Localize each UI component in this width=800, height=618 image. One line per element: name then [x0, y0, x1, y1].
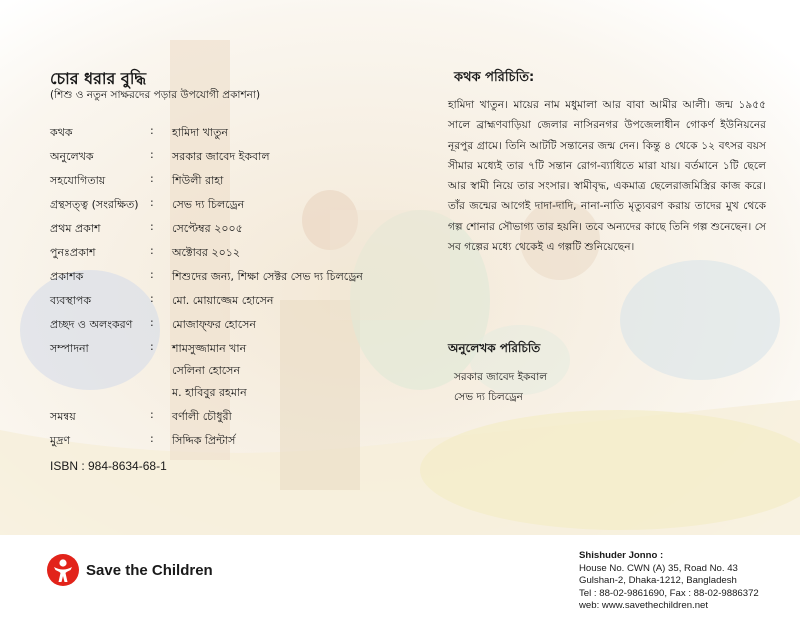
- credit-colon: :: [150, 196, 154, 209]
- book-subtitle: (শিশু ও নতুন সাক্ষরদের পড়ার উপযোগী প্রকাশনা): [50, 89, 261, 101]
- logo-text: Save the Children: [86, 561, 213, 579]
- contact-address: [579, 550, 759, 613]
- address-line: Tel : 88-02-9861690, Fax : 88-02-9886372: [579, 587, 759, 599]
- narrator-heading: কথক পরিচিতি:: [454, 70, 535, 85]
- credit-value: শিশুদের জন্য, শিক্ষা সেক্টর সেভ দ্য চিলড্রেন: [172, 270, 363, 283]
- credit-colon: :: [150, 408, 154, 421]
- credit-label: প্রচ্ছদ ও অলংকরণ: [50, 318, 133, 331]
- credit-colon: :: [150, 220, 154, 233]
- credit-value: শামসুজ্জামান খান: [172, 342, 247, 355]
- credit-row: [50, 196, 430, 213]
- credit-row: [50, 148, 430, 165]
- credit-value: সরকার জাবেদ ইকবাল: [172, 150, 270, 163]
- credit-value: সিদ্দিক প্রিন্টার্স: [172, 434, 236, 447]
- credit-value: মো. মোয়াজ্জেম হোসেন: [172, 294, 274, 307]
- address-web: web: www.savethechildren.net: [579, 600, 709, 611]
- credit-value: অক্টোবর ২০১২: [172, 246, 241, 259]
- credit-row: [50, 432, 430, 449]
- credit-label: সমন্বয়: [50, 410, 76, 423]
- credit-row: [50, 124, 430, 141]
- credit-colon: :: [150, 316, 154, 329]
- isbn-number: ISBN : 984-8634-68-1: [50, 459, 167, 473]
- credit-value: সেভ দ্য চিলড্রেন: [172, 198, 245, 211]
- credit-colon: :: [150, 432, 154, 445]
- credit-label: কথক: [50, 126, 73, 139]
- credit-label: মুদ্রণ: [50, 434, 71, 447]
- credit-colon: :: [150, 148, 154, 161]
- credit-colon: :: [150, 268, 154, 281]
- credit-label: পুনঃপ্রকাশ: [50, 246, 96, 259]
- credit-value: সেপ্টেম্বর ২০০৫: [172, 222, 243, 235]
- credit-colon: :: [150, 292, 154, 305]
- translator-org: সেভ দ্য চিলড্রেন: [454, 391, 523, 403]
- credit-label: প্রথম প্রকাশ: [50, 222, 101, 235]
- address-heading: Shishuder Jonno :: [579, 550, 664, 561]
- credit-row: [50, 408, 430, 425]
- credit-label: ব্যবস্থাপক: [50, 294, 92, 307]
- credit-colon: :: [150, 244, 154, 257]
- credit-label: গ্রন্থসত্ত্ব (সংরক্ষিত): [50, 198, 139, 211]
- credit-row: [50, 244, 430, 261]
- credit-value: সেলিনা হোসেন: [172, 364, 241, 377]
- save-the-children-logo: [46, 553, 213, 587]
- address-line: House No. CWN (A) 35, Road No. 43: [579, 562, 738, 574]
- book-title: চোর ধরার বুদ্ধি: [50, 69, 147, 88]
- credit-row: [50, 316, 430, 333]
- address-line: Gulshan-2, Dhaka-1212, Bangladesh: [579, 575, 737, 586]
- narrator-bio: হামিদা খাতুন। মায়ের নাম মধুমালা আর বাবা আমীর আলী। জন্ম ১৯৫৫ সালে ব্রাহ্মণবাড়িয়া জেলার নাসিরনগর উপজেলাধীন গোকর্ণ ইউনিয়নের নূরপুর গ্রামে। তিনি আটটি সন্তানের জন্ম দেন। কিন্তু ৪ থেকে ১২ বৎসর বয়স সীমার মধ্যেই তার ৭টি সন্তান রোগ-ব্যাধিতে মারা যায়। বর্তমানে ১টি ছেলে আর স্বামী নিয়ে তার সংসার। স্বামীবৃদ্ধ, একমাত্র ছেলেরাজমিস্ত্রির কাজ করে। তাঁর জন্মের আগেই দাদা-দাদি, নানা-নাতি মৃত্যুবরণ করায় তাদের মুখ থেকে গল্প শোনার সৌভাগ্য তার হয়নি। তবে অন্যদের কাছে তিনি গল্প শুনেছেন। সে সব গল্পের মধ্যে থেকেই এ গল্পটি শুনিয়েছেন।: [448, 99, 766, 254]
- credit-label: অনুলেখক: [50, 150, 94, 163]
- credit-value: হামিদা খাতুন: [172, 126, 228, 139]
- translator-name: সরকার জাবেদ ইকবাল: [454, 371, 548, 383]
- credit-value: বর্ণালী চৌধুরী: [172, 410, 232, 423]
- credit-value: শিউলী রাহা: [172, 174, 224, 187]
- credit-value: ম. হাবিবুর রহমান: [172, 386, 247, 399]
- credit-colon: :: [150, 124, 154, 137]
- credit-value: মোজাফ্ফর হোসেন: [172, 318, 257, 331]
- credit-label: সম্পাদনা: [50, 342, 89, 355]
- credit-label: সহযোগিতায়: [50, 174, 106, 187]
- credit-row: [50, 292, 430, 309]
- credit-row: [50, 268, 430, 285]
- translator-heading: অনুলেখক পরিচিতি: [448, 341, 541, 355]
- credit-row: [50, 362, 430, 379]
- credit-row: [50, 384, 430, 401]
- credit-row: [50, 172, 430, 189]
- credit-colon: :: [150, 340, 154, 353]
- child-figure-icon: [46, 553, 80, 587]
- credit-row: [50, 220, 430, 237]
- credit-colon: :: [150, 172, 154, 185]
- credit-label: প্রকাশক: [50, 270, 84, 283]
- credit-row: [50, 340, 430, 357]
